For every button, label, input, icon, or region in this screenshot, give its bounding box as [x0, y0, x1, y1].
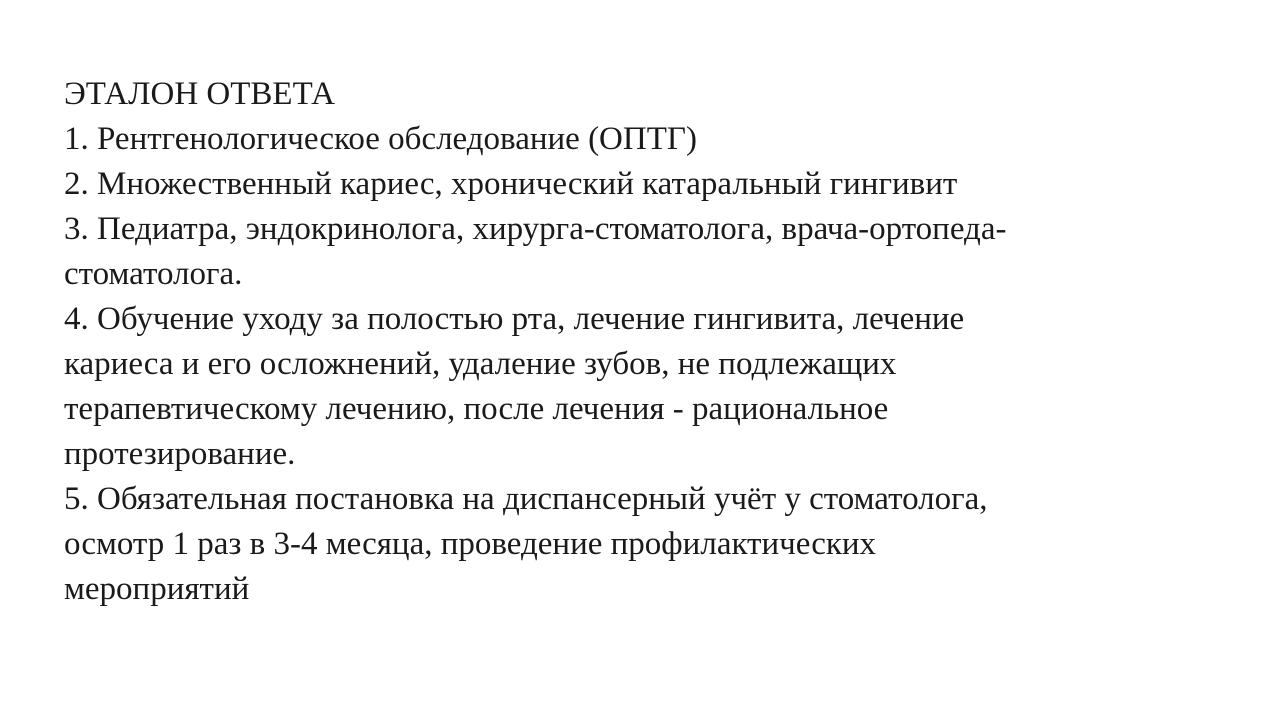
answer-line: протезирование. [64, 436, 296, 472]
answer-text-block [64, 72, 1214, 612]
answer-line: 5. Обязательная постановка на диспансерный учёт у стоматолога, [64, 481, 988, 517]
answer-line: мероприятий [64, 571, 250, 607]
answer-line: 3. Педиатра, эндокринолога, хирурга-стоматолога, врача-ортопеда- [64, 211, 1007, 247]
answer-line: 2. Множественный кариес, хронический катаральный гингивит [64, 166, 958, 202]
slide-title: ЭТАЛОН ОТВЕТА [64, 76, 335, 112]
answer-line: стоматолога. [64, 256, 243, 292]
answer-line: 1. Рентгенологическое обследование (ОПТГ) [64, 121, 697, 157]
answer-line: терапевтическому лечению, после лечения - рациональное [64, 391, 889, 427]
answer-line: осмотр 1 раз в 3-4 месяца, проведение профилактических [64, 526, 877, 562]
answer-line: кариеса и его осложнений, удаление зубов, не подлежащих [64, 346, 897, 382]
answer-line: 4. Обучение уходу за полостью рта, лечение гингивита, лечение [64, 301, 965, 337]
